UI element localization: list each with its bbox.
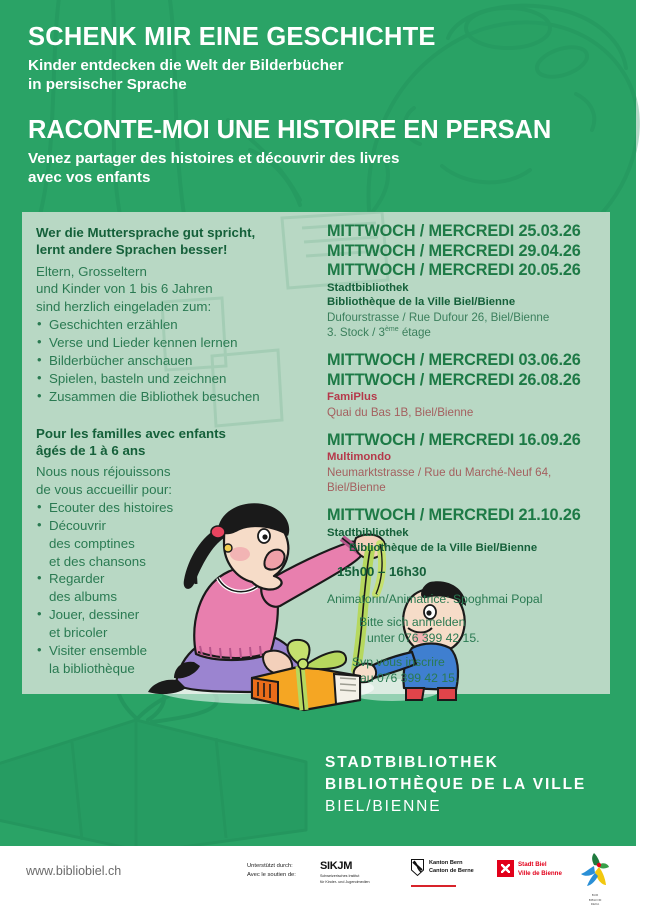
german-bullet-list: [36, 316, 304, 405]
venue-address-line1: Dufourstrasse / Rue Dufour 26, Biel/Bienne: [327, 310, 550, 324]
registration-fr-line2: au 076 399 42 15.: [360, 671, 459, 685]
french-intro-line1: Nous nous réjouissons: [36, 464, 171, 480]
list-item: [36, 352, 304, 370]
german-subtitle-line2: in persischer Sprache: [28, 76, 187, 94]
background-watermark-gift-book-icon: [0, 680, 316, 860]
floor-prefix: 3. Stock / 3: [327, 326, 385, 340]
library-name-de: STADTBIBLIOTHEK: [325, 754, 499, 771]
sikjm-subtitle: [320, 874, 370, 885]
bern-coat-of-arms-icon: [411, 859, 424, 881]
sikjm-logo: [320, 860, 370, 885]
bullet-text: Geschichten erzählen: [49, 317, 178, 333]
venue-name-de: Stadtbibliothek: [327, 526, 409, 539]
venue-name-fr: Bibliothèque de la Ville Biel/Bienne: [327, 296, 516, 309]
supported-by-de: Unterstützt durch:: [247, 863, 293, 869]
bullet-text-cont: et bricoler: [49, 625, 108, 640]
bullet-text: Ecouter des histoires: [49, 499, 174, 515]
list-item: [36, 570, 304, 606]
schedule-block: [327, 222, 602, 340]
supported-by-label: [247, 862, 296, 879]
schedule-block: [327, 506, 602, 555]
registration-fr-line1: Svp vous inscrire: [352, 655, 445, 670]
french-subtitle: [28, 149, 608, 188]
list-item: [36, 517, 304, 571]
bullet-text: Verse und Lieder kennen lernen: [49, 335, 238, 351]
biel-line-fr: Ville de Bienne: [518, 870, 562, 878]
bullet-text: Spielen, basteln und zeichnen: [49, 370, 227, 386]
german-title: SCHENK MIR EINE GESCHICHTE: [28, 23, 436, 51]
bird-logo: [578, 852, 612, 907]
list-item: [36, 606, 304, 642]
supported-by-fr: Avec le soutien de:: [247, 871, 296, 878]
german-intro-line3: sind herzlich eingeladen zum:: [36, 299, 212, 315]
german-lead: [36, 224, 304, 259]
bird-sub-line1: BUR: [591, 893, 599, 897]
german-subtitle: [28, 56, 608, 95]
event-time: 15h00 – 16h30: [337, 564, 427, 580]
bullet-text: Découvrir: [49, 517, 106, 533]
bullet-text-cont: des comptines: [49, 535, 135, 551]
bullet-text: Zusammen die Bibliothek besuchen: [49, 388, 260, 404]
list-item: [36, 499, 304, 517]
german-lead-line1: Wer die Muttersprache gut spricht,: [36, 225, 256, 240]
registration-de-line1: Bitte sich anmelden: [359, 615, 466, 630]
list-item: [36, 316, 304, 334]
bullet-text: Visiter ensemble: [49, 642, 148, 658]
schedule-block: [327, 431, 602, 495]
list-item: [36, 334, 304, 352]
french-intro: [36, 463, 304, 678]
bullet-text-cont: des albums: [49, 589, 117, 605]
french-subtitle-line2: avec vos enfants: [28, 168, 151, 186]
date-line: MITTWOCH / MERCREDI 26.08.26: [327, 370, 581, 389]
kanton-bern-logo: [411, 859, 474, 887]
date-line: MITTWOCH / MERCREDI 03.06.26: [327, 351, 581, 370]
french-subtitle-line1: Venez partager des histoires et découvrir des livres: [28, 149, 400, 167]
bern-wordmark: [429, 859, 474, 875]
registration-de-line2: unter 076 399 42 15.: [367, 630, 480, 645]
spacer: [327, 646, 602, 655]
floor-sup: ème: [385, 326, 399, 334]
venue-name-fr: Bibliothèque de la Ville Biel/Bienne: [349, 541, 538, 554]
bird-sub-line2: BIBLIOM: [588, 897, 602, 902]
bern-line-de: Kanton Bern: [429, 860, 463, 866]
schedule-block: [327, 351, 602, 420]
library-city: BIEL/BIENNE: [325, 798, 442, 815]
venue-name: Multimondo: [327, 451, 391, 464]
list-item: [36, 388, 304, 406]
content-panel: [22, 212, 610, 694]
sikjm-subtitle-line2: für Kinder- und Jugendmedien: [320, 879, 370, 884]
venue-address-line1: Quai du Bas 1B, Biel/Bienne: [327, 405, 474, 419]
german-intro: [36, 263, 304, 406]
bern-red-rule: [411, 885, 456, 887]
spacer: [36, 406, 304, 425]
bullet-text-cont: la bibliothèque: [49, 660, 135, 676]
spacer: [327, 606, 602, 615]
poster-footer: [0, 846, 636, 907]
venue-address-line2: Biel/Bienne: [327, 481, 386, 495]
library-name-block: [325, 752, 586, 818]
schedule-column: [327, 222, 602, 687]
german-intro-line2: und Kinder von 1 bis 6 Jahren: [36, 281, 213, 297]
venue-address-line1: Neumarktstrasse / Rue du Marché-Neuf 64,: [327, 466, 552, 480]
spacer: [327, 420, 602, 431]
german-lead-line2: lernt andere Sprachen besser!: [36, 242, 228, 258]
date-line: MITTWOCH / MERCREDI 16.09.26: [327, 430, 581, 449]
bird-icon: [578, 875, 612, 892]
venue-name-de: Stadtbibliothek: [327, 281, 409, 294]
animator-line: Animatorin/Animatrice: Spoghmai Popal: [327, 592, 543, 607]
poster-header: [0, 0, 636, 208]
bullet-text: Regarder: [49, 571, 105, 587]
floor-suffix: étage: [398, 326, 431, 340]
bullet-text-cont: et des chansons: [49, 553, 146, 569]
date-line: MITTWOCH / MERCREDI 21.10.26: [327, 506, 581, 525]
library-name-fr: BIBLIOTHÈQUE DE LA VILLE: [325, 776, 587, 793]
french-lead-line1: Pour les familles avec enfants: [36, 425, 226, 441]
venue-address-line2: [327, 325, 602, 340]
date-line: MITTWOCH / MERCREDI 25.03.26: [327, 222, 581, 240]
spacer: [327, 340, 602, 351]
list-item: [36, 642, 304, 678]
bern-line-fr: Canton de Berne: [429, 868, 474, 875]
biel-line-de: Stadt Biel: [518, 861, 547, 868]
left-text-column: [36, 224, 304, 678]
german-intro-line1: Eltern, Grosseltern: [36, 263, 147, 279]
french-title: RACONTE-MOI UNE HISTOIRE EN PERSAN: [28, 115, 552, 144]
french-intro-line2: de vous accueillir pour:: [36, 482, 172, 497]
french-lead-line2: âgés de 1 à 6 ans: [36, 442, 146, 458]
sikjm-subtitle-line1: Schweizerisches Institut: [320, 874, 360, 878]
stadt-biel-logo: [497, 860, 562, 879]
spacer: [327, 495, 602, 506]
list-item: [36, 370, 304, 388]
bird-sub-line3: DEKA: [590, 902, 600, 907]
website-url[interactable]: www.bibliobiel.ch: [26, 864, 122, 878]
bullet-text: Bilderbücher anschauen: [49, 352, 193, 368]
bullet-text: Jouer, dessiner: [49, 607, 140, 623]
biel-wordmark: [518, 860, 562, 879]
biel-crest-icon: [497, 860, 514, 877]
bird-logo-subtitle: [578, 893, 612, 907]
date-line: MITTWOCH / MERCREDI 20.05.26: [327, 261, 581, 280]
german-subtitle-line1: Kinder entdecken die Welt der Bilderbücher: [28, 57, 344, 75]
venue-name: FamiPlus: [327, 391, 378, 404]
french-lead: [36, 425, 304, 460]
date-line: MITTWOCH / MERCREDI 29.04.26: [327, 241, 581, 260]
sikjm-wordmark: SIKJM: [320, 860, 353, 872]
spacer: [327, 555, 602, 564]
french-bullet-list: [36, 499, 304, 678]
